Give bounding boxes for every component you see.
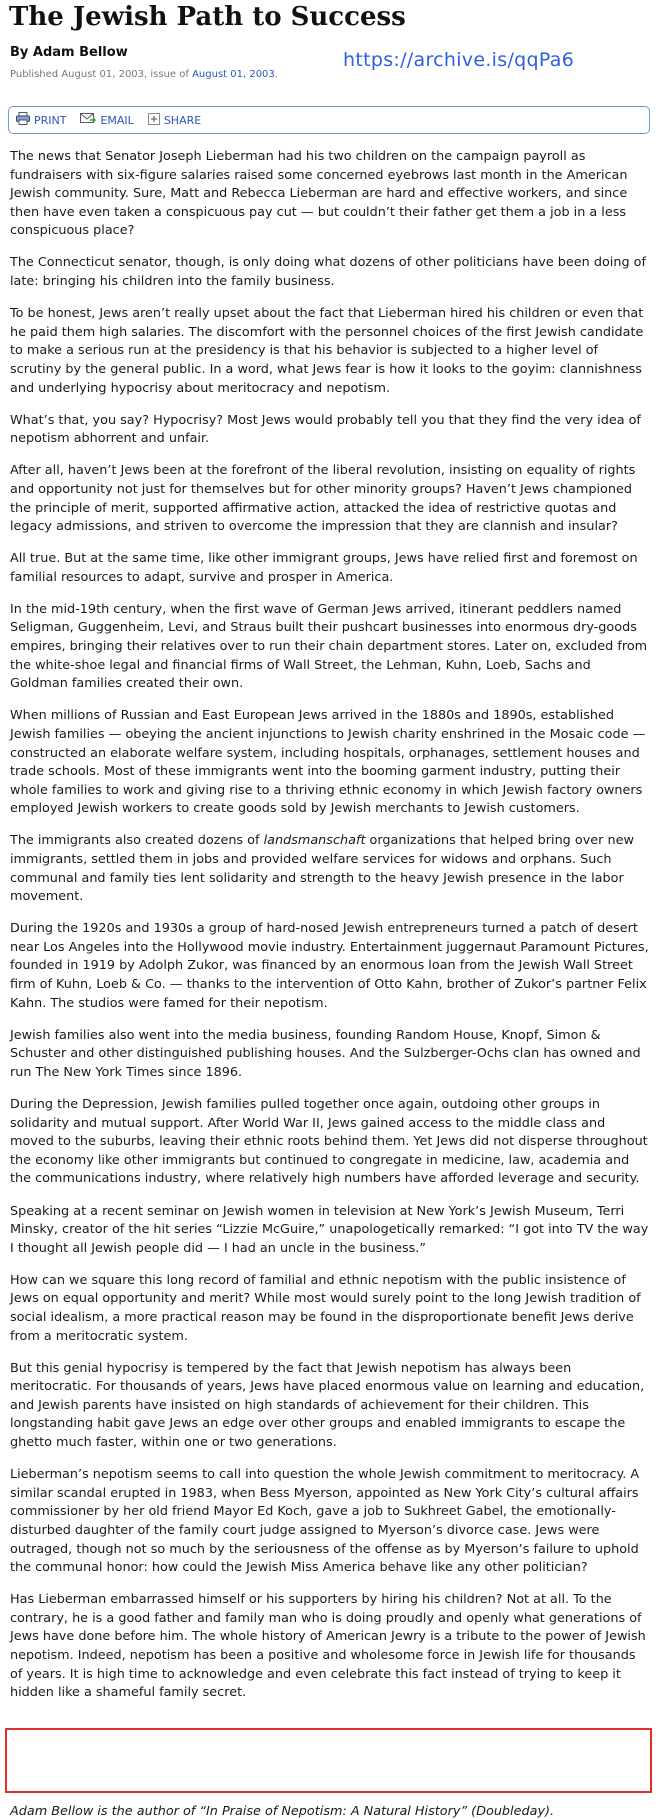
byline: By Adam Bellow: [10, 45, 128, 60]
publication-date: Published August 01, 2003, issue of: [10, 69, 193, 80]
print-label: PRINT: [34, 113, 67, 127]
paragraph: The Connecticut senator, though, is only doing what dozens of other politicians have been doing of late: bringing his children into the family business.: [10, 255, 647, 290]
paragraph: The news that Senator Joseph Lieberman had his two children on the campaign payroll as fundraisers with six-figure salaries raised some concerned eyebrows last month in the American Jewish community. Sure, Matt and Rebecca Lieberman are hard and effective workers, and since then have even taken a conspicuous pay cut — but couldn’t their father get them a job in a less conspicuous place?: [10, 149, 628, 239]
paragraph-text: The immigrants also created dozens of: [10, 833, 264, 849]
plus-box-icon: [148, 113, 160, 128]
paragraph: Speaking at a recent seminar on Jewish women in television at New York’s Jewish Museum, Terri Minsky, creator of the hit series “Lizzie McGuire,” unapologetically remarked: “I got into TV the way I thought all Jewish people did — I had an uncle in the business.”: [10, 1203, 649, 1256]
paragraph: Lieberman’s nepotism seems to call into question the whole Jewish commitment to meritocracy. A similar scandal erupted in 1983, when Bess Myerson, appointed as New York City’s cultural affairs commissioner by her old friend Mayor Ed Koch, gave a job to Sukhreet Gabel, the emotionally-disturbed daughter of the family court judge assigned to Myerson’s divorce case. Jews were outraged, though not so much by the seriousness of the offense as by Myerson’s failure to uphold the communal honor: how could the Jewish Miss America behave like any other politician?: [10, 1467, 640, 1576]
archive-url-overlay: https://archive.is/qqPa6: [343, 49, 575, 71]
meta-period: .: [274, 69, 278, 80]
article-body: [10, 148, 650, 1703]
issue-link[interactable]: August 01, 2003: [192, 69, 275, 80]
email-label: EMAIL: [100, 113, 134, 127]
paragraph: During the Depression, Jewish families pulled together once again, outdoing other groups in solidarity and mutual support. After World War II, Jews gained access to the middle class and moved to the suburbs, leaving their ethnic roots behind them. Yet Jews did not disperse throughout the economy like other immigrants but continued to congregate in medicine, law, academia and the communications industry, where relatively high numbers have afforded leverage and security.: [10, 1097, 648, 1187]
paragraph: [10, 832, 650, 906]
paragraph: Jewish families also went into the media business, founding Random House, Knopf, Simon & Schuster and other distinguished publishing houses. And the Sulzberger-Ochs clan has owned and run The New York Times since 1896.: [10, 1027, 641, 1080]
envelope-icon: [80, 112, 96, 128]
share-button[interactable]: [148, 113, 201, 128]
paragraph-text: organizations that helped bring over new immigrants, settled them in jobs and provided welfare services for widows and orphans. Such communal and family ties lent solidarity and strength to the heavy Jewish presence in the labor movement.: [10, 833, 634, 905]
article-title: The Jewish Path to Success: [9, 2, 406, 32]
paragraph: What’s that, you say? Hypocrisy? Most Jews would probably tell you that they find the very idea of nepotism abhorrent and unfair.: [10, 412, 641, 447]
paragraph: To be honest, Jews aren’t really upset about the fact that Lieberman hired his children or even that he paid them high salaries. The discomfort with the personnel choices of the first Jewish candidate to make a serious run at the presidency is that his behavior is subjected to a higher level of scrutiny by the general public. In a word, what Jews fear is how it looks to the goyim: clannishness and underlying hypocrisy about meritocracy and nepotism.: [10, 306, 644, 396]
email-button[interactable]: [80, 112, 133, 128]
emphasized-term: landsmanschaft: [263, 833, 366, 849]
paragraph: But this genial hypocrisy is tempered by the fact that Jewish nepotism has always been meritocratic. For thousands of years, Jews have placed enormous value on learning and education, and Jewish parents have insisted on high standards of achievement for their children. This longstanding habit gave Jews an edge over other groups and enabled immigrants to escape the ghetto much faster, within one or two generations.: [10, 1360, 645, 1451]
highlight-box: [5, 1728, 652, 1793]
author-note: Adam Bellow is the author of “In Praise of Nepotism: A Natural History” (Doubleday).: [10, 1804, 555, 1819]
paragraph-highlighted: Has Lieberman embarrassed himself or his supporters by hiring his children? Not at all. To the contrary, he is a good father and family man who is doing proudly and openly what generations of Jews have done before him. The whole history of American Jewry is a tribute to the power of Jewish nepotism. Indeed, nepotism has been a positive and wholesome force in Jewish life for thousands of years. It is high time to acknowledge and even celebrate this fact instead of trying to keep it hidden like a shameful family secret.: [10, 1592, 646, 1701]
publication-meta: [10, 69, 278, 80]
paragraph: How can we square this long record of familial and ethnic nepotism with the public insistence of Jews on equal opportunity and merit? While most would surely point to the long Jewish tradition of social idealism, a more practical reason may be found in the disproportionate benefit Jews derive from a meritocratic system.: [10, 1272, 641, 1344]
paragraph: All true. But at the same time, like other immigrant groups, Jews have relied first and foremost on familial resources to adapt, survive and prosper in America.: [10, 551, 638, 585]
paragraph: During the 1920s and 1930s a group of hard-nosed Jewish entrepreneurs turned a patch of desert near Los Angeles into the Hollywood movie industry. Entertainment juggernaut Paramount Pictures, founded in 1919 by Adolph Zukor, was financed by an enormous loan from the Jewish Wall Street firm of Kuhn, Loeb & Co. — thanks to the intervention of Otto Kahn, brother of Zukor’s partner Felix Kahn. The studios were famed for their nepotism.: [10, 921, 649, 1011]
article-toolbar: [8, 106, 650, 134]
paragraph: After all, haven’t Jews been at the forefront of the liberal revolution, insisting on equality of rights and opportunity not just for themselves but for other minority groups? Haven’t Jews championed the principle of merit, supported affirmative action, attacked the idea of restrictive quotas and legacy admissions, and striven to overcome the impression that they are clannish and insular?: [10, 463, 636, 535]
paragraph: In the mid-19th century, when the first wave of German Jews arrived, itinerant peddlers named Seligman, Guggenheim, Levi, and Straus built their pushcart businesses into enormous dry-goods empires, bringing their relatives over to run their chain department stores. Later on, excluded from the white-shoe legal and financial firms of Wall Street, the Lehman, Kuhn, Loeb, Sachs and Goldman families created their own.: [10, 601, 648, 692]
print-button[interactable]: [16, 112, 66, 128]
printer-icon: [16, 112, 30, 128]
paragraph: When millions of Russian and East European Jews arrived in the 1880s and 1890s, established Jewish families — obeying the ancient injunctions to Jewish charity enshrined in the Mosaic code — constructed an elaborate welfare system, including hospitals, orphanages, settlement houses and trade schools. Most of these immigrants went into the booming garment industry, putting their whole families to work and giving rise to a thriving ethnic economy in which Jewish factory owners employed Jewish workers to create goods sold by Jewish merchants to Jewish customers.: [10, 708, 646, 817]
share-label: SHARE: [163, 113, 202, 127]
